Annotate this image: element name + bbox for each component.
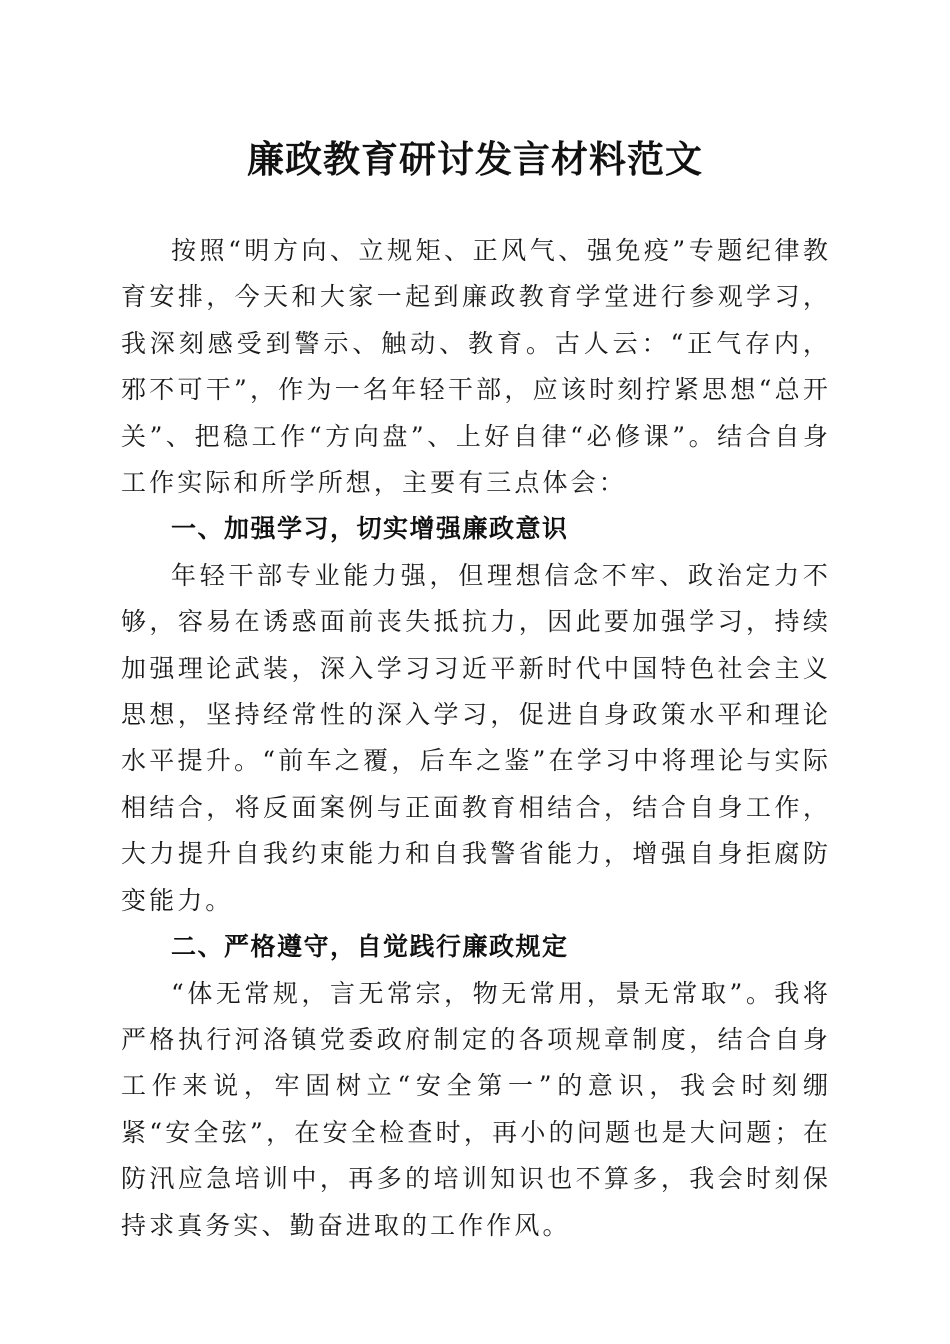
section-paragraph-1: 年轻干部专业能力强，但理想信念不牢、政治定力不够，容易在诱惑面前丧失抵抗力，因此要加强学习，持续加强理论武装，深入学习习近平新时代中国特色社会主义思想，坚持经常性的深入学习，促进自身政策水平和理论水平提升。“前车之覆，后车之鉴”在学习中将理论与实际相结合，将反面案例与正面教育相结合，结合自身工作，大力提升自我约束能力和自我警省能力，增强自身拒腐防变能力。: [121, 560, 831, 915]
document-title: 廉政教育研讨发言材料范文: [247, 137, 703, 181]
section-paragraph-2: “体无常规，言无常宗，物无常用，景无常取”。我将严格执行河洛镇党委政府制定的各项规章制度，结合自身工作来说，牢固树立“安全第一”的意识，我会时刻绷紧“安全弦”，在安全检查时，再小的问题也是大问题；在防汛应急培训中，再多的培训知识也不算多，我会时刻保持求真务实、勤奋进取的工作作风。: [121, 978, 831, 1240]
section-heading-1: 一、加强学习，切实增强廉政意识: [171, 514, 569, 544]
intro-paragraph: 按照“明方向、立规矩、正风气、强免疫”专题纪律教育安排，今天和大家一起到廉政教育学堂进行参观学习，我深刻感受到警示、触动、教育。古人云：“正气存内，邪不可干”，作为一名年轻干部，应该时刻拧紧思想“总开关”、把稳工作“方向盘”、上好自律“必修课”。结合自身工作实际和所学所想，主要有三点体会：: [121, 236, 831, 498]
section-heading-2: 二、严格遵守，自觉践行廉政规定: [171, 932, 569, 962]
document-body: [121, 228, 831, 1249]
